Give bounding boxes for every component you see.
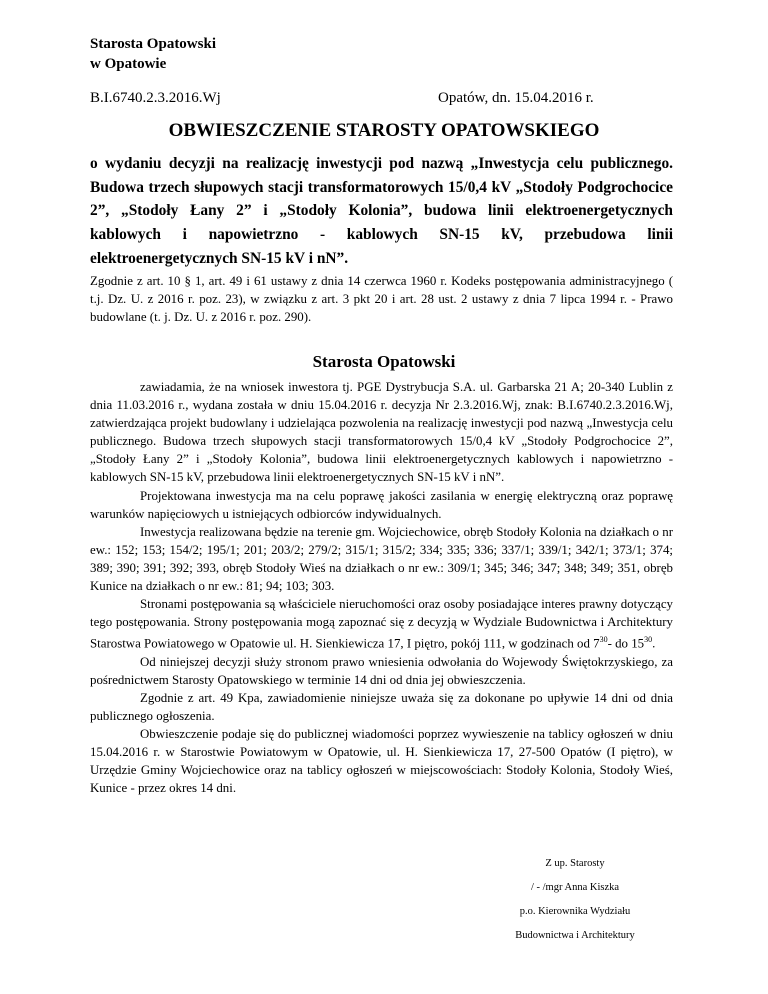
paragraph-appeal: Od niniejszej decyzji służy stronom prawo wniesienia odwołania do Wojewody Świętokrzyskiego, za pośrednictwem Starosty Opatowskiego w terminie 14 dni od dnia jej obwieszczenia. <box>90 654 673 687</box>
signature-line-4: Budownictwa i Architektury <box>515 930 635 941</box>
paragraph-delivery: Zgodnie z art. 49 Kpa, zawiadomienie niniejsze uważa się za dokonane po upływie 14 dni od dnia publicznego ogłoszenia. <box>90 690 673 723</box>
issuer-name: Starosta Opatowski <box>90 36 216 52</box>
issuer-location: w Opatowie <box>90 56 167 72</box>
subject-paragraph: o wydaniu decyzji na realizację inwestycji pod nazwą „Inwestycja celu publicznego. Budowa trzech słupowych stacji transformatorowych 15/0,4 kV „Stodoły Podgrochocice 2”, „Stodoły Łany 2” i „Stodoły Kolonia”, budowa linii elektroenergetycznych kablowych i napowietrzno - kablowych SN-15 kV, przebudowa linii elektroenergetycznych SN-15 kV i nN”. <box>90 155 673 267</box>
paragraph-publication: Obwieszczenie podaje się do publicznej wiadomości poprzez wywieszenie na tablicy ogłoszeń w dniu 15.04.2016 r. w Starostwie Powiatowym w Opatowie, ul. H. Sienkiewicza 17, 27-500 Opatów (I piętro), w Urzędzie Gminy Wojciechowice oraz na tablicy ogłoszeń w miejscowościach: Stodoły Kolonia, Stodoły Wieś, Kunice - przez okres 14 dni. <box>90 727 673 796</box>
place-date: Opatów, dn. 15.04.2016 r. <box>438 90 594 106</box>
legal-basis-paragraph: Zgodnie z art. 10 § 1, art. 49 i 61 ustawy z dnia 14 czerwca 1960 r. Kodeks postępowania administracyjnego ( t.j. Dz. U. z 2016 r. poz. 23), w związku z art. 3 pkt 20 i art. 28 ust. 2 ustawy z dnia 7 lipca 1994 r. - Prawo budowlane (t. j. Dz. U. z 2016 r. poz. 290). <box>90 274 673 324</box>
reference-number: B.I.6740.2.3.2016.Wj <box>90 90 221 106</box>
paragraph-location: Inwestycja realizowana będzie na terenie gm. Wojciechowice, obręb Stodoły Kolonia na działkach o nr ew.: 152; 153; 154/2; 195/1; 201; 203/2; 279/2; 315/1; 315/2; 334; 335; 336; 337/1; 339/1; 342/1; 373/1; 374; 389; 390; 391; 392; 393, obręb Stodoły Wieś na działkach o nr ew.: 309/1; 345; 346; 347; 348; 349; 351, obręb Kunice na działkach o nr ew.: 81; 94; 103; 303. <box>90 524 673 594</box>
hours-mid: - do 15 <box>607 636 645 651</box>
issuer-block <box>90 34 216 74</box>
paragraph-parties <box>90 595 673 653</box>
signature-line-1: Z up. Starosty <box>545 858 605 869</box>
body-text <box>90 378 673 797</box>
paragraph-notification: zawiadamia, że na wniosek inwestora tj. PGE Dystrybucja S.A. ul. Garbarska 21 A; 20-340 Lublin z dnia 11.03.2016 r., wydana została w dniu 15.04.2016 r. decyzja Nr 2.3.2016.Wj, znak: B.I.6740.2.3.2016.Wj, zatwierdzająca projekt budowlany i udzielająca pozwolenia na realizację inwestycji pod nazwą „Inwestycja celu publicznego. Budowa trzech słupowych stacji transformatorowych 15/0,4 kV „Stodoły Podgrochocice 2”, „Stodoły Łany 2” i „Stodoły Kolonia”, budowa linii elektroenergetycznych kablowych i napowietrzno - kablowych SN-15 kV, przebudowa linii elektroenergetycznych SN-15 kV i nN”. <box>90 380 673 485</box>
section-heading: Starosta Opatowski <box>312 352 456 371</box>
parties-end: . <box>652 636 656 651</box>
hour-end-sup: 30 <box>644 635 653 645</box>
signature-line-3: p.o. Kierownika Wydziału <box>519 906 631 917</box>
paragraph-purpose: Projektowana inwestycja ma na celu poprawę jakości zasilania w energię elektryczną oraz poprawę warunków napięciowych u istniejących odbiorców indywidualnych. <box>90 488 673 521</box>
hour-start-sup: 30 <box>599 635 608 645</box>
document-title: OBWIESZCZENIE STAROSTY OPATOWSKIEGO <box>168 120 600 141</box>
signature-line-2: / - /mgr Anna Kiszka <box>530 882 620 893</box>
parties-text: Stronami postępowania są właściciele nieruchomości oraz osoby posiadające interes prawny dotyczący tego postępowania. Strony postępowania mogą zapoznać się z decyzją w Wydziale Budownictwa i Architektury Starostwa Powiatowego w Opatowie ul. H. Sienkiewicza 17, I piętro, pokój 111, w godzinach od 7 <box>90 597 673 651</box>
